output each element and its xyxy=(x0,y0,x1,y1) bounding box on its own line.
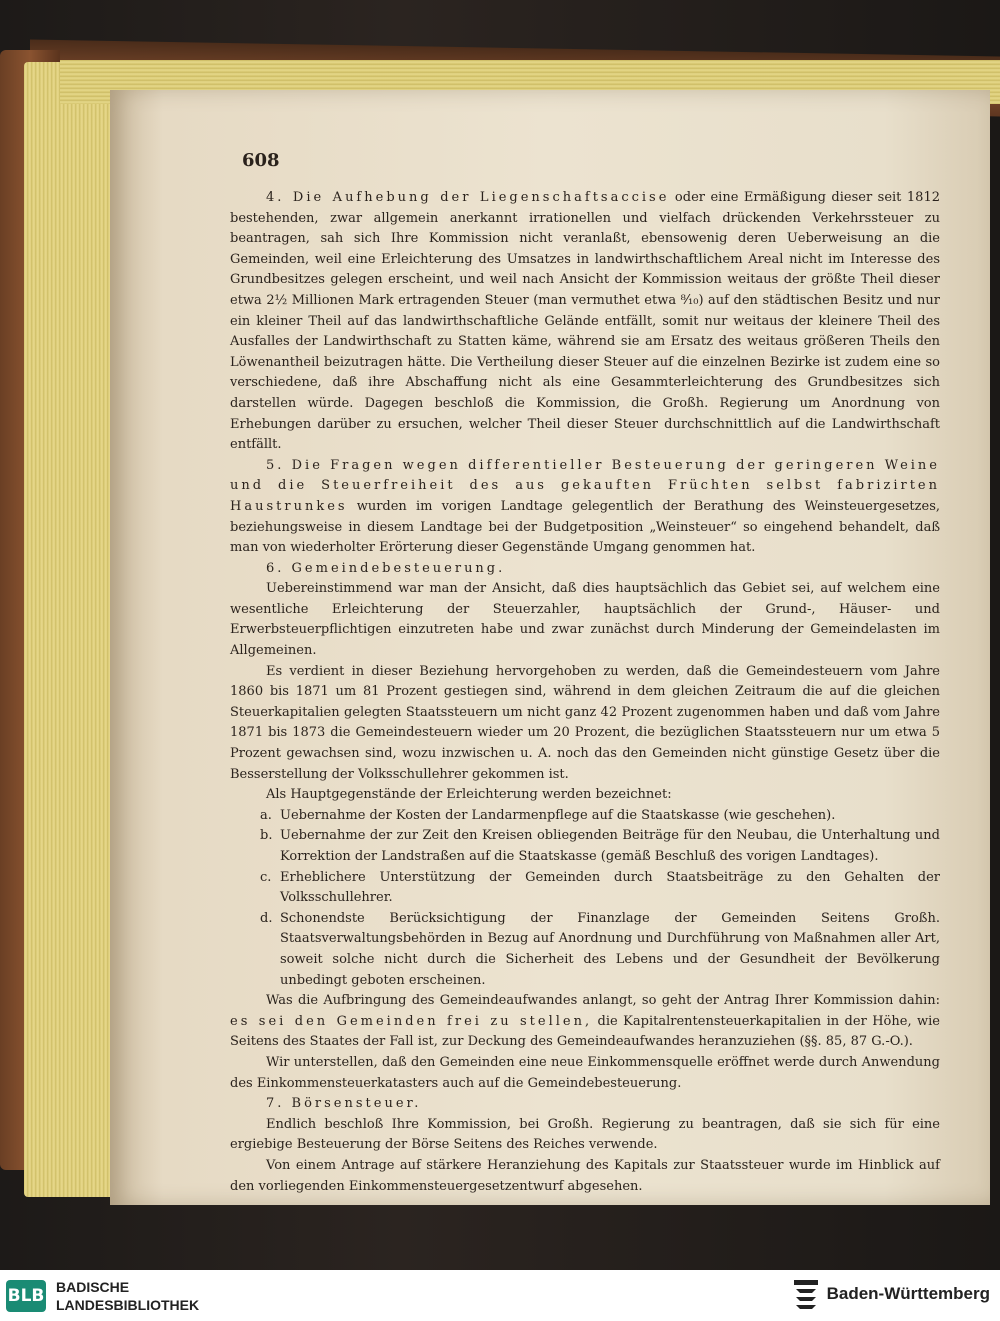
section-heading-text: 6. Gemeindebesteuerung. xyxy=(266,560,506,576)
page-body xyxy=(230,188,940,1197)
paragraph xyxy=(230,1156,940,1197)
paragraph xyxy=(230,456,940,559)
footer-bar xyxy=(0,1270,1000,1321)
paragraph xyxy=(230,1053,940,1094)
list-item xyxy=(230,868,940,909)
list-item xyxy=(230,909,940,991)
baden-wuerttemberg-lions-icon xyxy=(790,1278,822,1314)
blb-line-1: BADISCHE xyxy=(56,1279,130,1295)
paragraph-text: Von einem Antrage auf stärkere Heranziehung des Kapitals zur Staatssteuer wurde im Hinblick auf den vorliegenden Einkommensteuergesetzentwurf abgesehen. xyxy=(230,1157,940,1194)
list-item xyxy=(230,806,940,827)
enumerated-list xyxy=(230,806,940,991)
spaced-emphasis: es sei den Gemeinden frei zu stellen, xyxy=(230,1013,593,1029)
list-item-text: Schonendste Berücksichtigung der Finanzlage der Gemeinden Seitens Großh. Staatsverwaltungsbehörden in Bezug auf Anordnung und Durchführung von Maßnahmen aller Art, soweit solche nicht durch die Sicherheit des Lebens und der Gesundheit der Bevölkerung unbedingt geboten erscheinen. xyxy=(280,910,940,988)
spaced-emphasis: 4. Die Aufhebung der Liegenschaftsaccise xyxy=(266,190,670,205)
list-marker: a. xyxy=(260,807,272,823)
paragraph xyxy=(230,1115,940,1156)
blb-logo-text[interactable] xyxy=(56,1278,199,1314)
paragraph-text: oder eine Ermäßigung dieser seit 1812 bestehenden, zwar allgemein anerkannt irrationellen und vielfach drückenden Verkehrssteuer zu beantragen, sah sich Ihre Kommission nicht veranlaßt, ebensowenig deren Ueberweisung an die Gemeinden, weil eine Erleichterung des Umsatzes in landwirthschaftlichem Areal nicht im Interesse des Grundbesitzes gelegen erscheint, und weil nach Ansicht der Kommission weitaus der größte Theil dieser etwa 2½ Millionen Mark ertragenden Steuer (man vermuthet etwa ⁸⁄₁₀) auf den städtischen Besitz und nur ein kleiner Theil auf das landwirthschaftliche Gelände entfällt, somit nur weitaus der kleinere Theil des Ausfalles der Landwirthschaft zu Statten käme, während sie am Ersatz des weitaus größeren Theils den Löwenantheil beizutragen hätte. Die Vertheilung dieser Steuer auf die einzelnen Bezirke ist zudem eine so verschiedene, daß ihre Abschaffung nicht als eine Gesammterleichterung des Grundbesitzes sich darstellen würde. Dagegen beschloß die Kommission, die Großh. Regierung um Anordnung von Erhebungen darüber zu ersuchen, welcher Theil dieser Steuer durchschnittlich auf die Landwirthschaft entfällt. xyxy=(230,190,940,453)
list-item-text: Uebernahme der zur Zeit den Kreisen obliegenden Beiträge für den Neubau, die Unterhaltung und Korrektion der Landstraßen auf die Staatskasse (gemäß Beschluß des vorigen Landtages). xyxy=(280,828,940,864)
section-heading-text: 7. Börsensteuer. xyxy=(266,1096,422,1112)
paragraph-text: Als Hauptgegenstände der Erleichterung werden bezeichnet: xyxy=(266,787,672,803)
paragraph-text: wurden im vorigen Landtage gelegentlich der Berathung des Weinsteuergesetzes, beziehungsweise in diesem Landtage bei der Budgetposition „Weinsteuer“ so eingehend behandelt, daß man von wiederholter Erörterung dieser Gegenstände Umgang genommen hat. xyxy=(230,498,940,556)
paragraph-text: Uebereinstimmend war man der Ansicht, daß dies hauptsächlich das Gebiet sei, auf welchem eine wesentliche Erleichterung der Steuerzahler, hauptsächlich der Grund-, Häuser- und Erwerbsteuerpflichtigen einzutreten habe und zwar zunächst durch Minderung der Gemeindelasten im Allgemeinen. xyxy=(230,581,940,659)
paragraph xyxy=(230,579,940,661)
paragraph-text: Wir unterstellen, daß den Gemeinden eine neue Einkommensquelle eröffnet werde durch Anwendung des Einkommensteuerkatasters auch auf die Gemeindebesteuerung. xyxy=(230,1054,940,1091)
paragraph xyxy=(230,785,940,806)
spaced-emphasis: 5. Die Fragen wegen differentieller Besteuerung der geringeren Weine und die Steuerfreiheit des aus gekauften Früchten selbst fabrizirten Haustrunkes xyxy=(230,457,940,514)
paragraph-text: Es verdient in dieser Beziehung hervorgehoben zu werden, daß die Gemeindesteuern vom Jahre 1860 bis 1871 um 81 Prozent gestiegen sind, während in dem gleichen Zeitraum die auf die gleichen Steuerkapitalien gelegten Staatssteuern um nicht ganz 42 Prozent zugenommen haben und daß vom Jahre 1871 bis 1873 die Gemeindesteuern wieder um 20 Prozent, die bezüglichen Staatssteuern nur um etwa 5 Prozent gewachsen sind, wozu inzwischen u. A. noch das den Gemeinden nicht günstige Gesetz über die Besserstellung der Volksschullehrer gekommen ist. xyxy=(230,663,940,782)
paragraph-text: Was die Aufbringung des Gemeindeaufwandes anlangt, so geht der Antrag Ihrer Kommission dahin: xyxy=(266,993,940,1009)
paragraph xyxy=(230,991,940,1053)
list-item-text: Uebernahme der Kosten der Landarmenpflege auf die Staatskasse (wie geschehen). xyxy=(280,807,836,823)
section-heading xyxy=(230,559,940,580)
list-item xyxy=(230,826,940,867)
page-number: 608 xyxy=(242,150,280,171)
list-marker: c. xyxy=(260,869,272,885)
blb-line-2: LANDESBIBLIOTHEK xyxy=(56,1297,200,1313)
blb-logo-icon[interactable]: BLB xyxy=(6,1280,46,1312)
baden-wuerttemberg-text[interactable]: Baden-Württemberg xyxy=(826,1284,990,1303)
list-item-text: Erheblichere Unterstützung der Gemeinden durch Staatsbeiträge zu den Gehalten der Volksschullehrer. xyxy=(280,869,940,906)
paragraph-text: Endlich beschloß Ihre Kommission, bei Großh. Regierung zu beantragen, daß sie sich für eine ergiebige Besteuerung der Börse Seitens des Reiches verwende. xyxy=(230,1116,940,1153)
paragraph-text: die Kapitalrentensteuerkapitalien in der Höhe, wie Seitens des Staates der Fall ist, zur Deckung des Gemeindeaufwandes heranzuziehen (§§. 85, 87 G.-O.). xyxy=(230,1013,940,1050)
section-heading xyxy=(230,1094,940,1115)
list-marker: d. xyxy=(260,910,273,926)
paragraph xyxy=(230,662,940,786)
list-marker: b. xyxy=(260,828,273,844)
paragraph xyxy=(230,188,940,456)
